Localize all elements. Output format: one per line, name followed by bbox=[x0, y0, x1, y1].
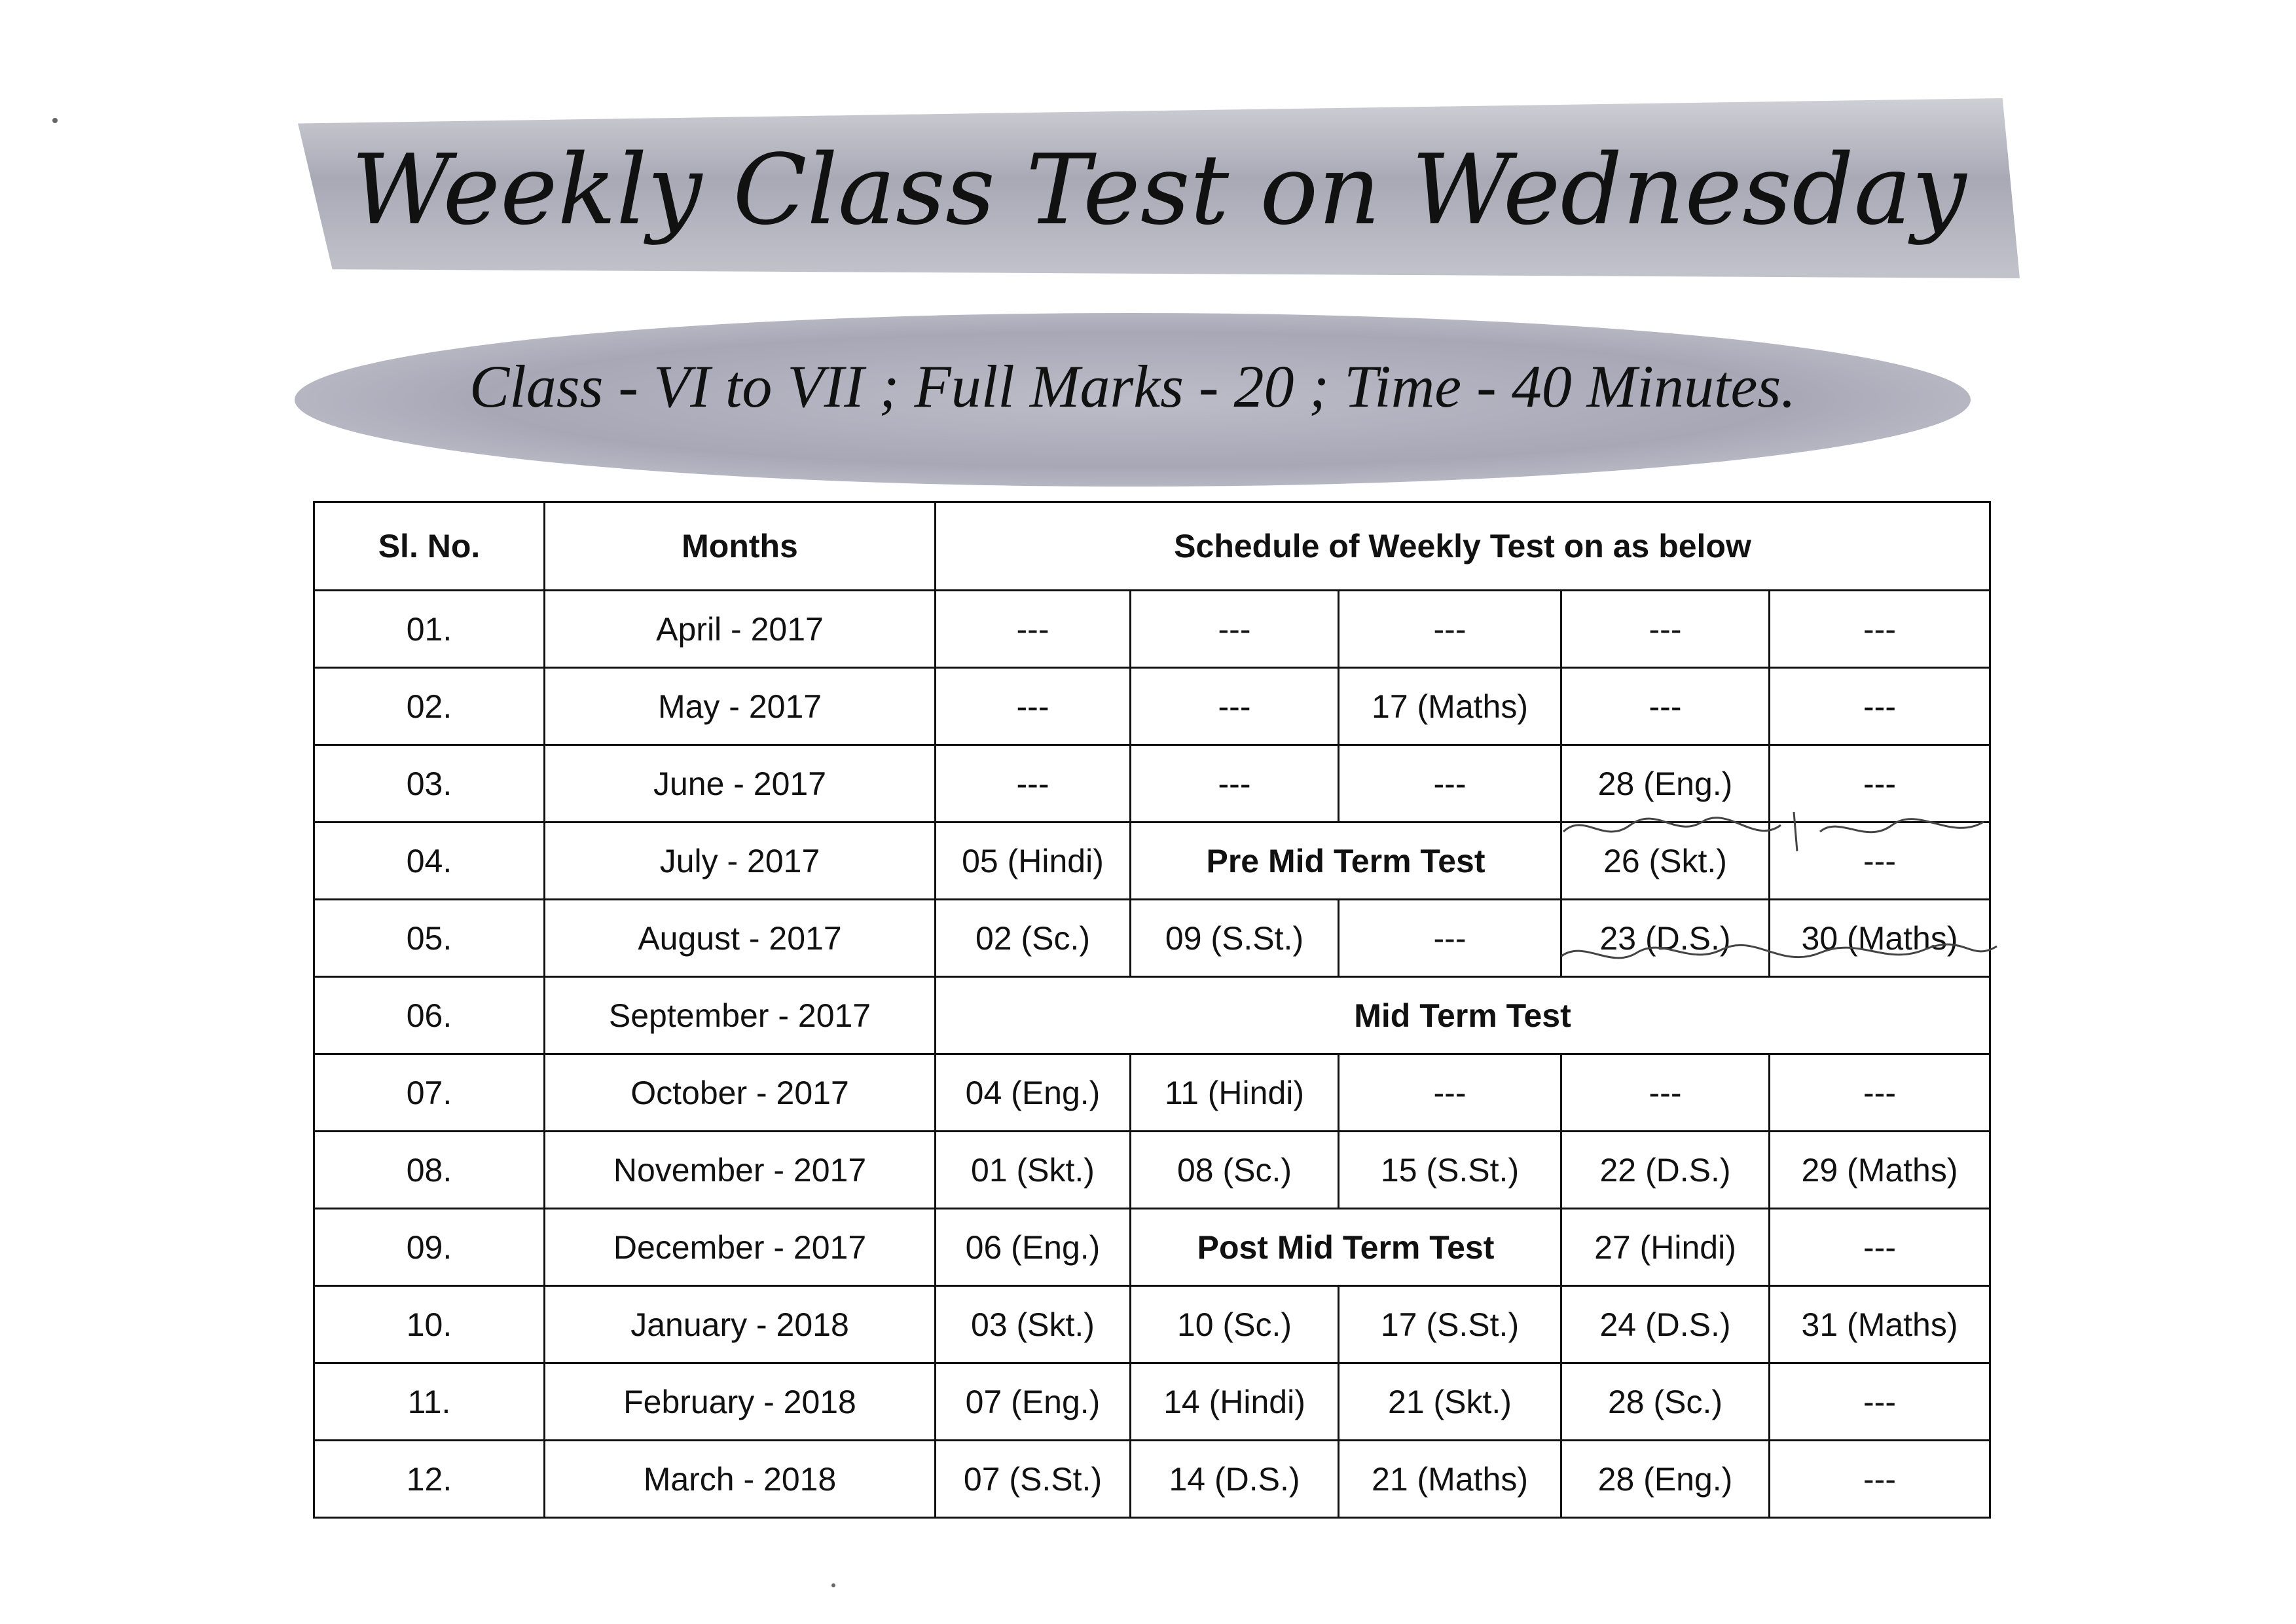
cell-test: --- bbox=[1770, 591, 1990, 668]
cell-test: --- bbox=[1339, 1054, 1561, 1132]
cell-month: December - 2017 bbox=[545, 1209, 936, 1286]
cell-test: 09 (S.St.) bbox=[1131, 900, 1339, 977]
page-subtitle: Class - VI to VII ; Full Marks - 20 ; Time - 40 Minutes. bbox=[469, 353, 1796, 420]
cell-test: 02 (Sc.) bbox=[936, 900, 1131, 977]
post-mid-term-label: Post Mid Term Test bbox=[1131, 1209, 1561, 1286]
table-row bbox=[314, 1209, 1990, 1286]
cell-month: January - 2018 bbox=[545, 1286, 936, 1363]
cell-sl: 10. bbox=[314, 1286, 545, 1363]
cell-sl: 05. bbox=[314, 900, 545, 977]
scan-speck bbox=[831, 1583, 835, 1587]
cell-month: November - 2017 bbox=[545, 1132, 936, 1209]
cell-test: 26 (Skt.) bbox=[1561, 822, 1770, 900]
handwritten-scribble-bottom bbox=[1558, 936, 2003, 976]
cell-test: --- bbox=[1339, 591, 1561, 668]
cell-test: 14 (D.S.) bbox=[1131, 1441, 1339, 1518]
cell-test: --- bbox=[1770, 822, 1990, 900]
cell-test: --- bbox=[1131, 668, 1339, 745]
cell-month: February - 2018 bbox=[545, 1363, 936, 1441]
cell-test: --- bbox=[1131, 745, 1339, 822]
cell-test: --- bbox=[1770, 1054, 1990, 1132]
header-sl-no: Sl. No. bbox=[314, 502, 545, 591]
cell-sl: 03. bbox=[314, 745, 545, 822]
cell-sl: 06. bbox=[314, 977, 545, 1054]
cell-month: May - 2017 bbox=[545, 668, 936, 745]
cell-test: --- bbox=[1561, 1054, 1770, 1132]
cell-test: --- bbox=[1339, 900, 1561, 977]
cell-test: 24 (D.S.) bbox=[1561, 1286, 1770, 1363]
cell-test: --- bbox=[936, 745, 1131, 822]
cell-month: September - 2017 bbox=[545, 977, 936, 1054]
cell-test: 04 (Eng.) bbox=[936, 1054, 1131, 1132]
cell-test: 07 (Eng.) bbox=[936, 1363, 1131, 1441]
cell-month: August - 2017 bbox=[545, 900, 936, 977]
cell-month: July - 2017 bbox=[545, 822, 936, 900]
table-row bbox=[314, 1132, 1990, 1209]
cell-test: 11 (Hindi) bbox=[1131, 1054, 1339, 1132]
cell-test: 29 (Maths) bbox=[1770, 1132, 1990, 1209]
cell-month: June - 2017 bbox=[545, 745, 936, 822]
header-months: Months bbox=[545, 502, 936, 591]
mid-term-label: Mid Term Test bbox=[936, 977, 1990, 1054]
table-row bbox=[314, 668, 1990, 745]
cell-test: 27 (Hindi) bbox=[1561, 1209, 1770, 1286]
cell-test: --- bbox=[1561, 668, 1770, 745]
cell-test: --- bbox=[1339, 745, 1561, 822]
cell-sl: 04. bbox=[314, 822, 545, 900]
cell-test: 17 (S.St.) bbox=[1339, 1286, 1561, 1363]
cell-test: --- bbox=[1561, 591, 1770, 668]
cell-sl: 07. bbox=[314, 1054, 545, 1132]
schedule-table bbox=[313, 501, 1991, 1519]
cell-test: 07 (S.St.) bbox=[936, 1441, 1131, 1518]
cell-test: 05 (Hindi) bbox=[936, 822, 1131, 900]
cell-test: 01 (Skt.) bbox=[936, 1132, 1131, 1209]
cell-month: April - 2017 bbox=[545, 591, 936, 668]
cell-test: 10 (Sc.) bbox=[1131, 1286, 1339, 1363]
table-row bbox=[314, 1054, 1990, 1132]
cell-test: 23 (D.S.) bbox=[1561, 900, 1770, 977]
cell-test: 17 (Maths) bbox=[1339, 668, 1561, 745]
cell-test: 03 (Skt.) bbox=[936, 1286, 1131, 1363]
cell-sl: 12. bbox=[314, 1441, 545, 1518]
cell-test: 28 (Eng.) bbox=[1561, 1441, 1770, 1518]
cell-test: --- bbox=[1770, 745, 1990, 822]
cell-test: 30 (Maths) bbox=[1770, 900, 1990, 977]
cell-sl: 01. bbox=[314, 591, 545, 668]
cell-test: 08 (Sc.) bbox=[1131, 1132, 1339, 1209]
table-row bbox=[314, 1286, 1990, 1363]
table-row bbox=[314, 1441, 1990, 1518]
table-header-row bbox=[314, 502, 1990, 591]
cell-test: --- bbox=[936, 591, 1131, 668]
cell-test: 22 (D.S.) bbox=[1561, 1132, 1770, 1209]
cell-test: 31 (Maths) bbox=[1770, 1286, 1990, 1363]
cell-test: --- bbox=[1770, 1363, 1990, 1441]
scan-speck bbox=[52, 118, 58, 123]
cell-test: 28 (Eng.) bbox=[1561, 745, 1770, 822]
handwritten-scribble-top bbox=[1558, 805, 1990, 858]
cell-test: --- bbox=[1770, 1209, 1990, 1286]
cell-test: --- bbox=[936, 668, 1131, 745]
cell-test: 21 (Maths) bbox=[1339, 1441, 1561, 1518]
cell-sl: 02. bbox=[314, 668, 545, 745]
cell-month: March - 2018 bbox=[545, 1441, 936, 1518]
cell-test: --- bbox=[1131, 591, 1339, 668]
table-row bbox=[314, 977, 1990, 1054]
cell-test: 06 (Eng.) bbox=[936, 1209, 1131, 1286]
table-row bbox=[314, 1363, 1990, 1441]
cell-test: 28 (Sc.) bbox=[1561, 1363, 1770, 1441]
cell-sl: 09. bbox=[314, 1209, 545, 1286]
cell-sl: 08. bbox=[314, 1132, 545, 1209]
page-title: Weekly Class Test on Wednesday bbox=[351, 134, 1967, 246]
table-row bbox=[314, 591, 1990, 668]
cell-test: --- bbox=[1770, 1441, 1990, 1518]
pre-mid-term-label: Pre Mid Term Test bbox=[1131, 822, 1561, 900]
cell-test: 15 (S.St.) bbox=[1339, 1132, 1561, 1209]
cell-test: 21 (Skt.) bbox=[1339, 1363, 1561, 1441]
cell-sl: 11. bbox=[314, 1363, 545, 1441]
header-schedule: Schedule of Weekly Test on as below bbox=[936, 502, 1990, 591]
cell-test: 14 (Hindi) bbox=[1131, 1363, 1339, 1441]
cell-month: October - 2017 bbox=[545, 1054, 936, 1132]
cell-test: --- bbox=[1770, 668, 1990, 745]
